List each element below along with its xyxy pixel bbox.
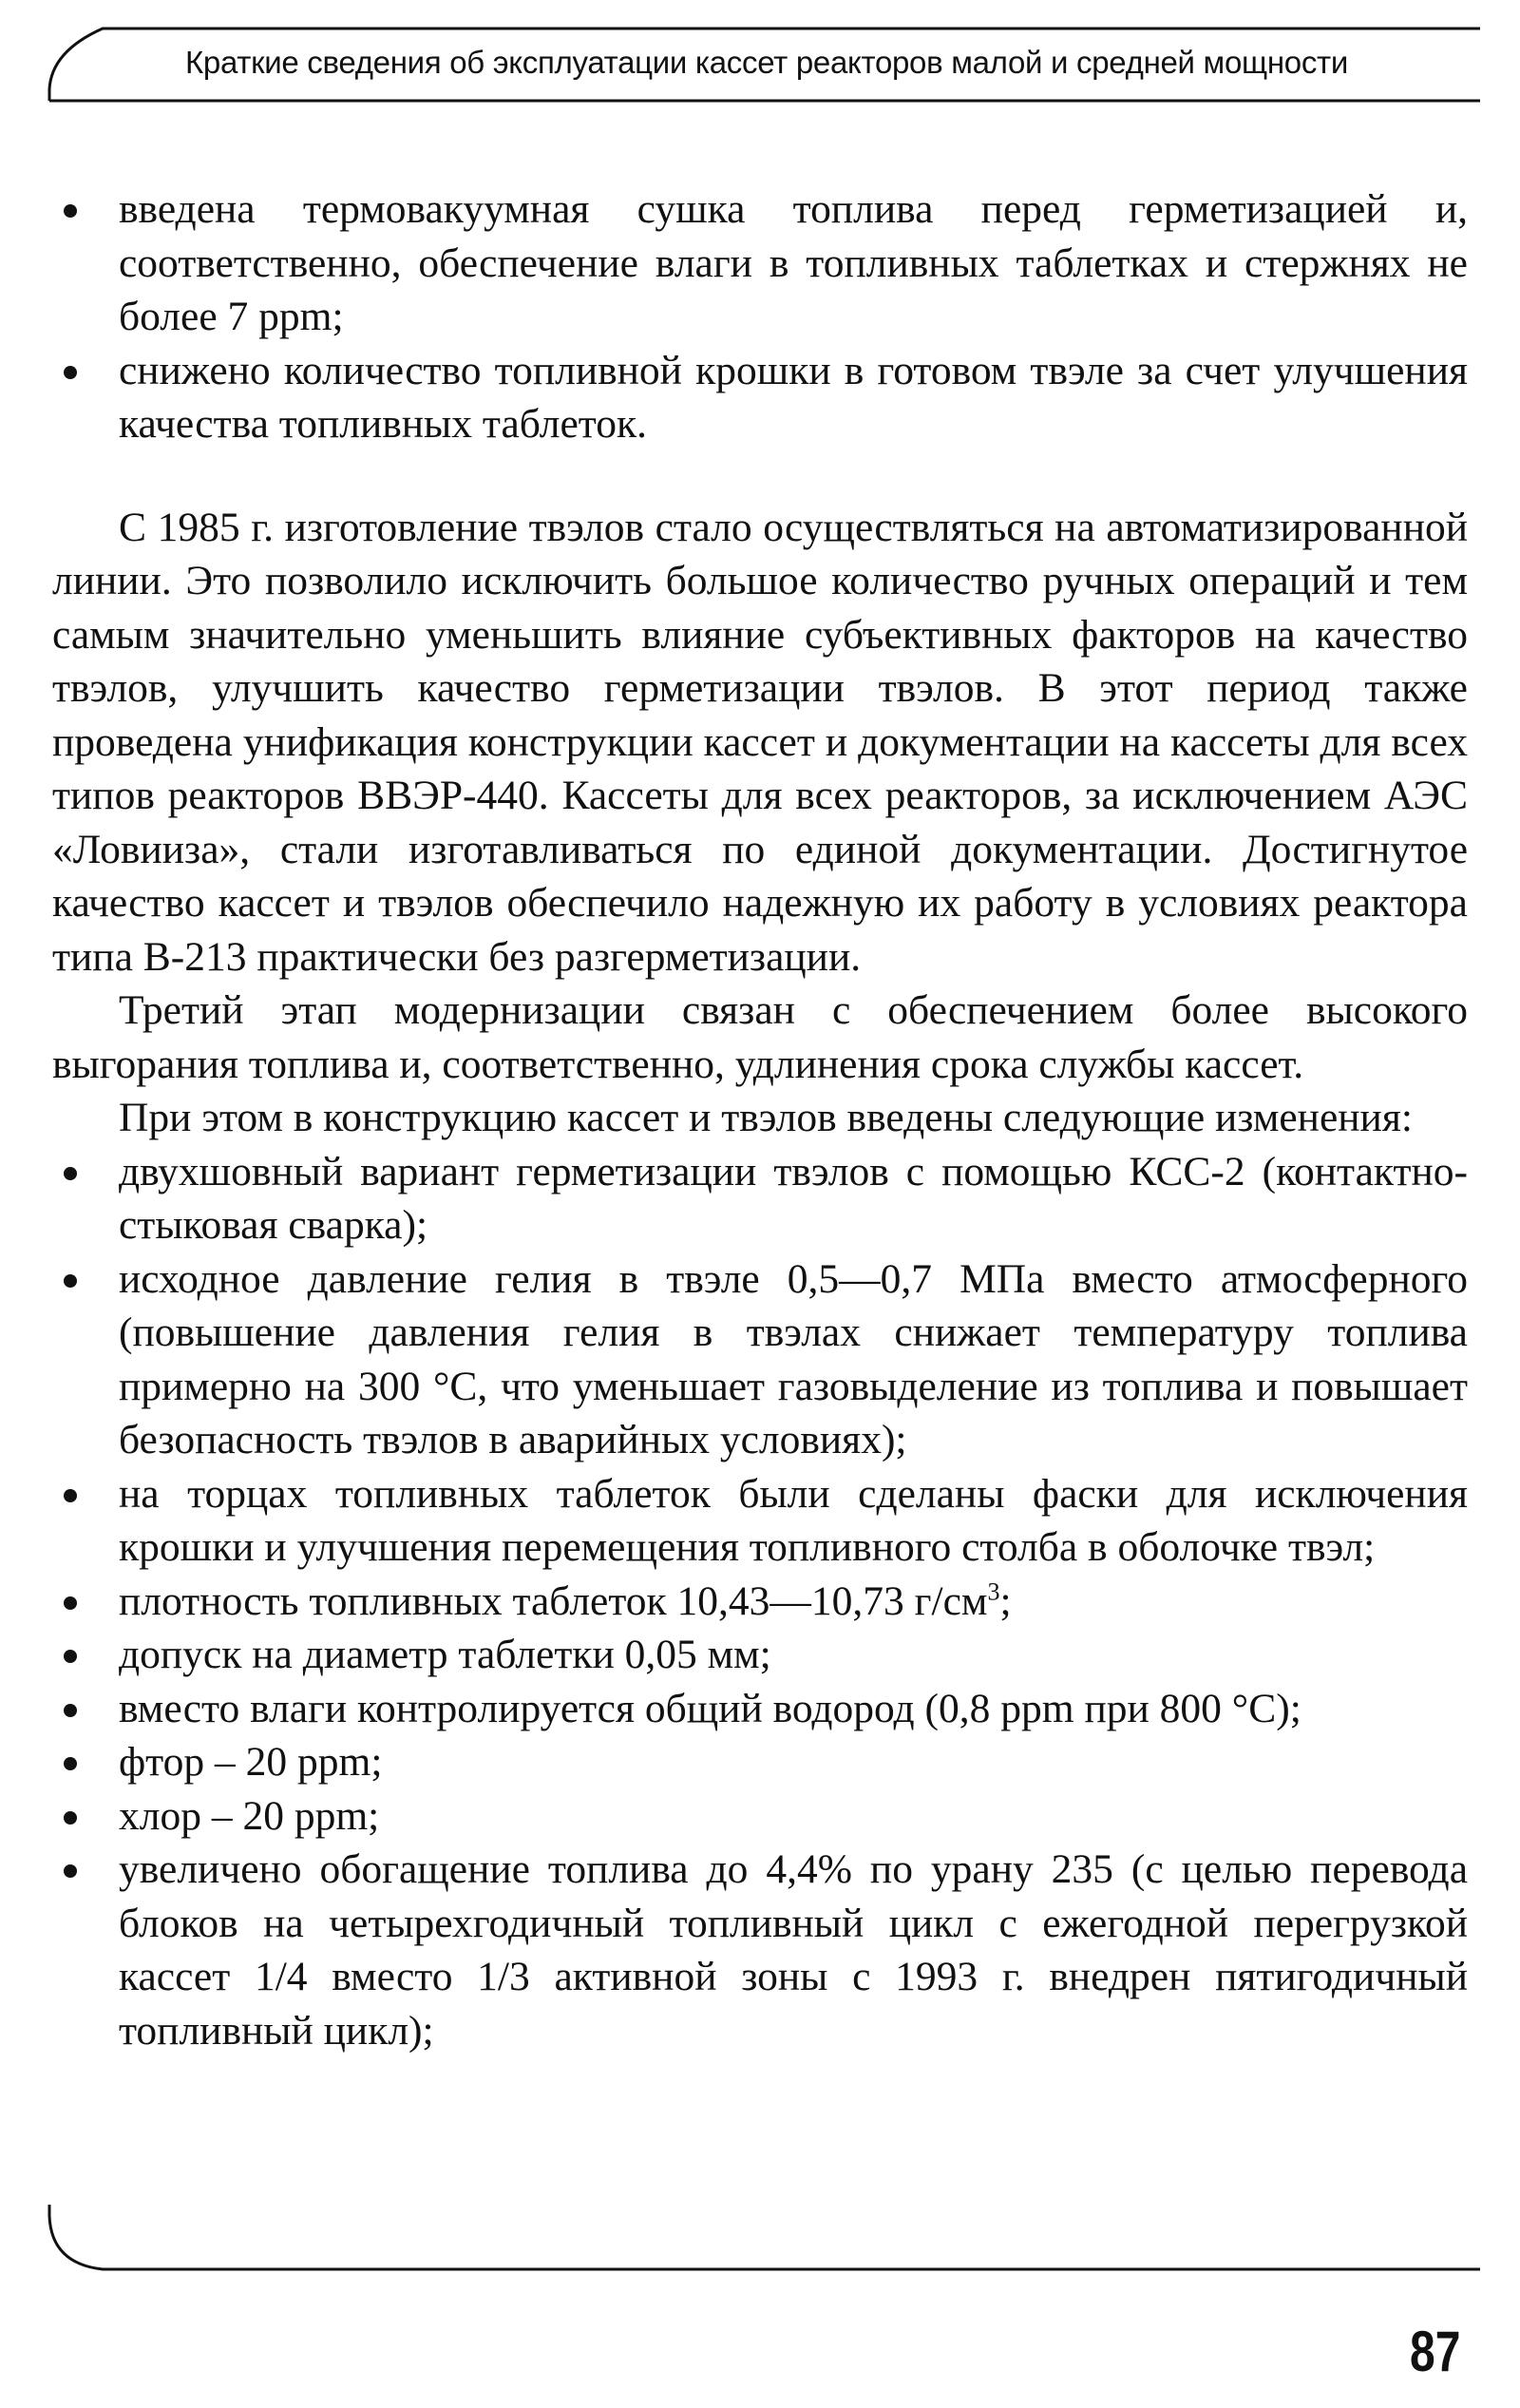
list-item-text: увеличено обогащение топлива до 4,4% по урану 235 (с целью перевода блоков на четырехгодичный топливный цикл с ежегодной перегрузкой кассет 1/4 вместо 1/3 активной зоны с 1993 г. внедрен пятигодичный топливный цикл); <box>119 1846 1468 2054</box>
list-item <box>52 1682 1468 1736</box>
paragraph: При этом в конструкцию кассет и твэлов введены следующие изменения: <box>119 1095 1413 1140</box>
page-number: 87 <box>1410 2320 1461 2383</box>
paragraph: С 1985 г. изготовление твэлов стало осуществляться на автоматизированной линии. Это позволило исключить большое количество ручных операций и тем самым значительно уменьшить влияние субъективных факторов на качество твэлов, улучшить качество герметизации твэлов. В этот период также проведена унификация конструкции кассет и документации на кассеты для всех типов реакторов ВВЭР-440. Кассеты для всех реакторов, за исключением АЭС «Ловииза», стали изготавливаться по единой документации. Достигнутое качество кассет и твэлов обеспечило надежную их работу в условиях реактора типа В-213 практически без разгерметизации. <box>52 504 1468 980</box>
list-item <box>52 1735 1468 1789</box>
superscript: 3 <box>987 1577 1000 1605</box>
bullet-dot-icon <box>64 204 77 218</box>
list-item-text: допуск на диаметр таблетки 0,05 мм; <box>119 1632 771 1677</box>
bullet-dot-icon <box>64 1864 77 1878</box>
bullet-dot-icon <box>64 1811 77 1825</box>
list-item-text: вместо влаги контролируется общий водород (0,8 ppm при 800 °С); <box>119 1685 1302 1731</box>
list-item <box>52 1575 1468 1629</box>
list-item-text: плотность топливных таблеток 10,43—10,73 г/см <box>119 1577 988 1624</box>
list-item-text: на торцах топливных таблеток были сделаны фаски для исключения крошки и улучшения перемещения топливного столба в оболочке твэл; <box>119 1470 1468 1570</box>
bullet-dot-icon <box>64 1274 77 1288</box>
list-item <box>52 1843 1468 2057</box>
list-item <box>52 182 1468 344</box>
running-header: Краткие сведения об эксплуатации кассет реакторов малой и средней мощности <box>185 45 1348 80</box>
list-item-tail: ; <box>999 1577 1012 1624</box>
list-item-text: снижено количество топливной крошки в готовом твэле за счет улучшения качества топливных таблеток. <box>119 347 1468 447</box>
list-item-text: фтор – 20 ppm; <box>119 1739 383 1785</box>
list-item <box>52 344 1468 451</box>
bullet-dot-icon <box>64 366 77 379</box>
list-item <box>52 1628 1468 1682</box>
list-item-text: хлор – 20 ppm; <box>119 1792 380 1839</box>
footer-rule <box>48 2205 1482 2281</box>
list-item <box>52 1789 1468 1844</box>
bullet-dot-icon <box>64 1704 77 1717</box>
top-bullet-list <box>52 182 1468 451</box>
paragraph: Третий этап модернизации связан с обеспечением более высокого выгорания топлива и, соответственно, удлинения срока службы кассет. <box>52 987 1468 1087</box>
page-body <box>52 182 1468 2057</box>
section-gap <box>52 451 1468 501</box>
bullet-dot-icon <box>64 1167 77 1180</box>
list-item-text: двухшовный вариант герметизации твэлов с помощью КСС-2 (контактно-стыковая сварка); <box>119 1148 1468 1248</box>
bullet-dot-icon <box>64 1757 77 1770</box>
bottom-bullet-list <box>52 1145 1468 2058</box>
list-item <box>52 1145 1468 1252</box>
list-item-text: исходное давление гелия в твэле 0,5—0,7 МПа вместо атмосферного (повышение давления гелия в твэлах снижает температуру топлива примерно на 300 °С, что уменьшает газовыделение из топлива и повышает безопасность твэлов в аварийных условиях); <box>119 1255 1468 1462</box>
list-item <box>52 1252 1468 1467</box>
bullet-dot-icon <box>64 1650 77 1663</box>
bullet-dot-icon <box>64 1596 77 1610</box>
list-item <box>52 1467 1468 1575</box>
bullet-dot-icon <box>64 1489 77 1502</box>
list-item-text: введена термовакуумная сушка топлива перед герметизацией и, соответственно, обеспечение влаги в топливных таблетках и стержнях не более 7 ppm; <box>119 186 1468 339</box>
